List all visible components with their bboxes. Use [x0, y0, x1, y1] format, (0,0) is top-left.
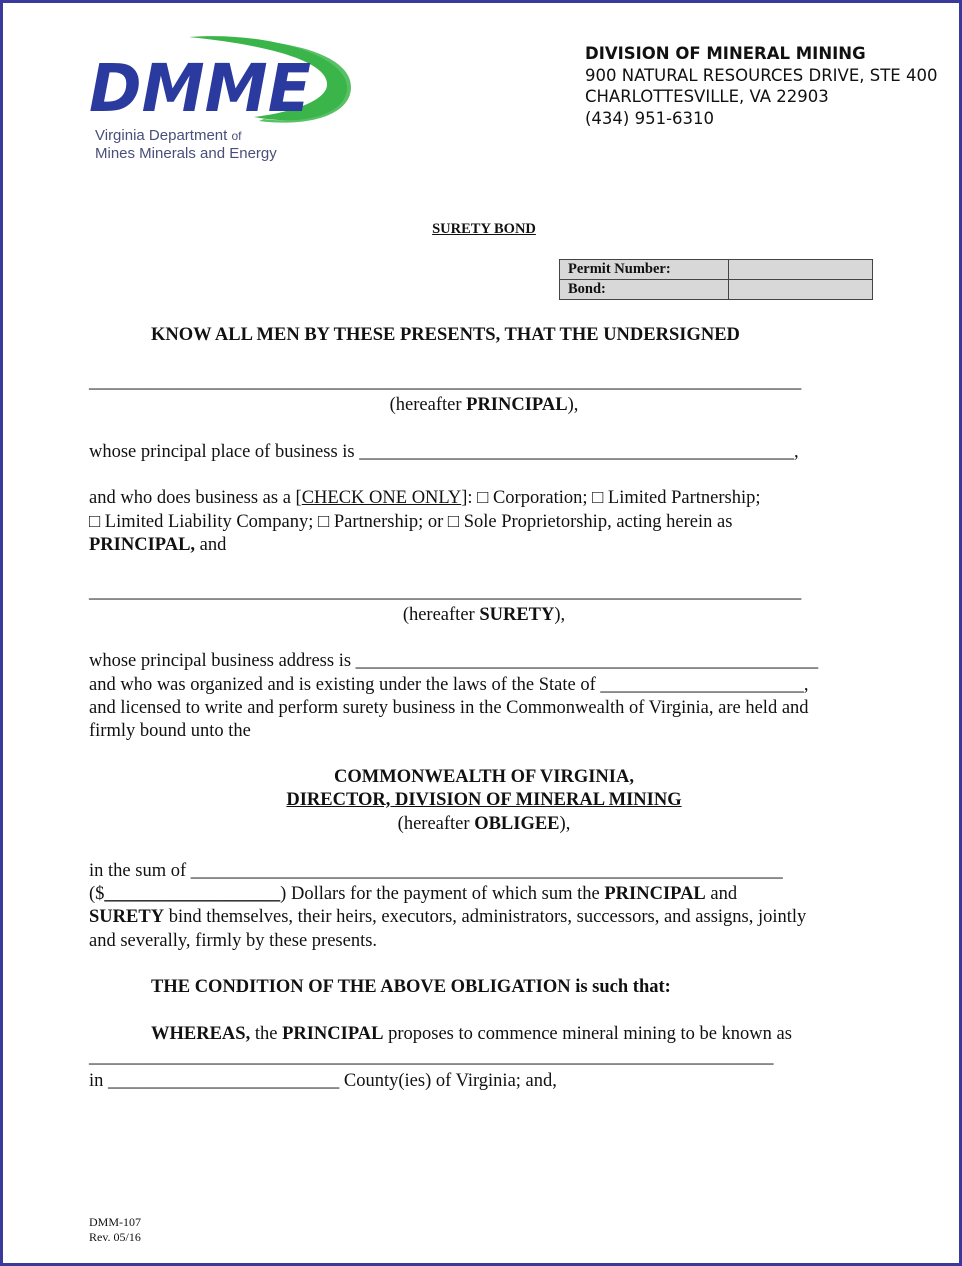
business-type-line2[interactable]: □ Limited Liability Company; □ Partnership; or □ Sole Proprietorship, acting herein as: [89, 512, 733, 532]
surety-address-line[interactable]: whose principal business address is __________________________________________________: [89, 651, 819, 671]
dollars-amount-blank[interactable]: ___________________: [104, 884, 281, 904]
principal-label-bold: PRINCIPAL: [466, 395, 568, 415]
document-title: SURETY BOND: [432, 221, 536, 237]
surety-state-line[interactable]: and who was organized and is existing under the laws of the State of ______________________,: [89, 675, 809, 695]
surety-name-blank[interactable]: _____________________________________________________________________________: [89, 582, 802, 602]
permit-number-label: Permit Number:: [560, 260, 729, 280]
dmme-logo: [89, 35, 359, 165]
business-type-options1[interactable]: ]: □ Corporation; □ Limited Partnership;: [461, 488, 761, 508]
form-footer: [89, 1215, 141, 1245]
mine-name-blank[interactable]: __________________________________________________________________________: [89, 1047, 774, 1067]
obligee-label-pre: (hereafter: [397, 814, 475, 834]
whereas-principal: PRINCIPAL: [282, 1024, 384, 1044]
surety-licensed-line: and licensed to write and perform surety business in the Commonwealth of Virginia, are held and: [89, 698, 809, 718]
surety-bind-bold: SURETY: [89, 907, 165, 927]
agency-street: 900 NATURAL RESOURCES DRIVE, STE 400: [585, 65, 938, 85]
logo-department-line: [95, 127, 241, 145]
business-type-pre: and who does business as a [: [89, 488, 302, 508]
principal-name-blank[interactable]: _____________________________________________________________________________: [89, 372, 802, 392]
principal-and-rest: and: [195, 535, 227, 555]
logo-line1: Virginia Department: [95, 127, 228, 144]
surety-label-bold: SURETY: [479, 605, 555, 625]
principal-and-bold: PRINCIPAL,: [89, 535, 196, 555]
permit-number-field[interactable]: [729, 260, 873, 280]
logo-agency-line: Mines Minerals and Energy: [95, 145, 277, 162]
bond-field[interactable]: [729, 280, 873, 300]
obligee-commonwealth: COMMONWEALTH OF VIRGINIA,: [334, 767, 634, 787]
obligee-label-post: ),: [559, 814, 571, 834]
surety-label-pre: (hereafter: [402, 605, 480, 625]
dollars-line: [89, 883, 737, 907]
dollars-pre: ($: [89, 884, 105, 904]
obligee-director-line: [3, 789, 962, 813]
dmme-logo-mark: [89, 35, 359, 135]
agency-city: CHARLOTTESVILLE, VA 22903: [585, 87, 829, 106]
intro-heading: KNOW ALL MEN BY THESE PRESENTS, THAT THE UNDERSIGNED: [151, 325, 740, 345]
form-number: DMM-107: [89, 1215, 142, 1229]
surety-bind-line: [89, 906, 806, 930]
whereas-rest: proposes to commence mineral mining to be known as: [383, 1024, 792, 1044]
form-revision: Rev. 05/16: [89, 1230, 141, 1244]
condition-heading: THE CONDITION OF THE ABOVE OBLIGATION is such that:: [151, 977, 671, 997]
whereas-bold: WHEREAS,: [151, 1024, 251, 1044]
permit-table: [559, 259, 873, 300]
logo-acronym: DMME: [89, 50, 311, 127]
principal-label: [3, 394, 962, 418]
surety-label-post: ),: [554, 605, 566, 625]
dollars-mid: ) Dollars for the payment of which sum the: [280, 884, 605, 904]
dollars-principal: PRINCIPAL: [604, 884, 706, 904]
sum-line[interactable]: in the sum of ________________________________________________________________: [89, 861, 783, 881]
bound-unto-line: firmly bound unto the: [89, 721, 251, 741]
county-line[interactable]: in _________________________ County(ies) of Virginia; and,: [89, 1071, 557, 1091]
business-place-blank[interactable]: _______________________________________________: [359, 442, 794, 462]
business-place-end: ,: [794, 442, 799, 462]
agency-phone: (434) 951-6310: [585, 108, 715, 128]
obligee-label: [3, 813, 962, 837]
principal-label-post: ),: [567, 395, 579, 415]
business-place-label: whose principal place of business is: [89, 442, 360, 462]
agency-address: [585, 43, 937, 129]
check-one-only: CHECK ONE ONLY: [301, 488, 462, 508]
principal-label-pre: (hereafter: [389, 395, 467, 415]
severally-line: and severally, firmly by these presents.: [89, 931, 378, 951]
obligee-label-bold: OBLIGEE: [474, 814, 560, 834]
principal-and-line: [89, 534, 226, 558]
surety-label: [3, 604, 962, 628]
dollars-end: and: [705, 884, 738, 904]
business-type-line1: [89, 487, 761, 511]
agency-name: DIVISION OF MINERAL MINING: [585, 44, 866, 63]
whereas-the: the: [250, 1024, 283, 1044]
whereas-line: [151, 1023, 792, 1047]
logo-line1-of: of: [231, 129, 242, 143]
business-place-line: [89, 441, 799, 465]
surety-bind-rest: bind themselves, their heirs, executors, administrators, successors, and assigns, jointly: [164, 907, 807, 927]
obligee-director: DIRECTOR, DIVISION OF MINERAL MINING: [286, 790, 682, 810]
bond-label: Bond:: [560, 280, 729, 300]
permit-row: [560, 260, 873, 280]
bond-row: [560, 280, 873, 300]
